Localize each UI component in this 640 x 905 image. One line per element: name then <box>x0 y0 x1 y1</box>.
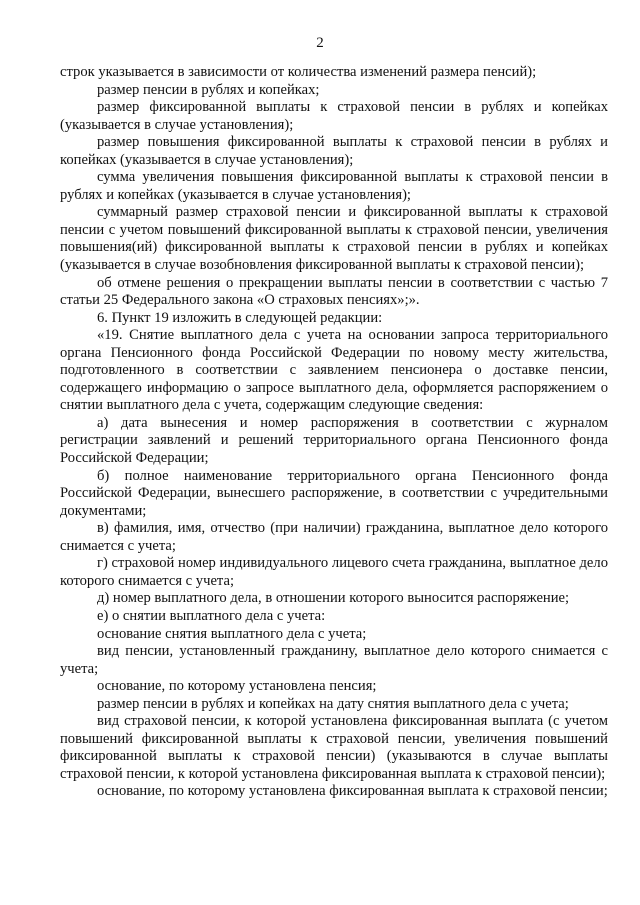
paragraph: основание, по которому установлена пенсия; <box>97 678 377 695</box>
paragraph: вид пенсии, установленный гражданину, выплатное дело которого снимается с учета; <box>60 643 608 677</box>
paragraph-continuation: строк указывается в зависимости от количества изменений размера пенсий); <box>60 64 537 80</box>
paragraph: суммарный размер страховой пенсии и фиксированной выплаты к страховой пенсии с учетом повышений фиксированной выплаты к страховой пенсии, увеличения повышения(ий) фиксированной выплаты к страховой пенсии в рублях и копейках (указывается в случае возобновления фиксированной выплаты к страховой пенсии); <box>60 204 608 274</box>
paragraph: размер повышения фиксированной выплаты к страховой пенсии в рублях и копейках (указывается в случае установления); <box>60 134 608 168</box>
paragraph-subitem-b: б) полное наименование территориального органа Пенсионного фонда Российской Федерации, вынесшего распоряжение, в соответствии с учредительными документами; <box>60 467 608 519</box>
paragraph-item-6: 6. Пункт 19 изложить в следующей редакции: <box>97 309 383 326</box>
paragraph-clause-19: «19. Снятие выплатного дела с учета на основании запроса территориального органа Пенсионного фонда Российской Федерации по новому месту жительства, подготовленного в соответствии с заявлением пенсионера о доставке пенсии, содержащего информацию о запросе выплатного дела, оформляется распоряжением о снятии выплатного дела с учета, содержащим следующие сведения: <box>60 327 608 414</box>
paragraph: основание снятия выплатного дела с учета; <box>97 625 367 642</box>
paragraph: основание, по которому установлена фиксированная выплата к страховой пенсии; <box>97 783 608 800</box>
paragraph: размер пенсии в рублях и копейках; <box>97 81 320 98</box>
paragraph: вид страховой пенсии, к которой установлена фиксированная выплата (с учетом повышений фиксированной выплаты к страховой пенсии, увеличения повышений фиксированной выплаты к страховой пенсии) (указываются в случае выплаты страховой пенсии, к которой установлена фиксированная выплата к страховой пенсии); <box>60 713 608 782</box>
paragraph-subitem-d: д) номер выплатного дела, в отношении которого выносится распоряжение; <box>97 590 570 607</box>
paragraph: размер пенсии в рублях и копейках на дату снятия выплатного дела с учета; <box>97 695 569 712</box>
paragraph-subitem-e: е) о снятии выплатного дела с учета: <box>97 607 326 624</box>
document-body <box>60 64 608 801</box>
paragraph: об отмене решения о прекращении выплаты пенсии в соответствии с частью 7 статьи 25 Федерального закона «О страховых пенсиях»;». <box>60 274 608 309</box>
paragraph-subitem-a: а) дата вынесения и номер распоряжения в соответствии с журналом регистрации заявлений и решений территориального органа Пенсионного фонда Российской Федерации; <box>60 414 608 467</box>
paragraph: сумма увеличения повышения фиксированной выплаты к страховой пенсии в рублях и копейках (указывается в случае установления); <box>60 169 608 203</box>
paragraph-subitem-v: в) фамилия, имя, отчество (при наличии) гражданина, выплатное дело которого снимается с учета; <box>60 520 608 554</box>
paragraph-subitem-g: г) страховой номер индивидуального лицевого счета гражданина, выплатное дело которого снимается с учета; <box>60 555 608 589</box>
page-number: 2 <box>316 35 324 51</box>
paragraph: размер фиксированной выплаты к страховой пенсии в рублях и копейках (указывается в случае установления); <box>60 99 608 133</box>
